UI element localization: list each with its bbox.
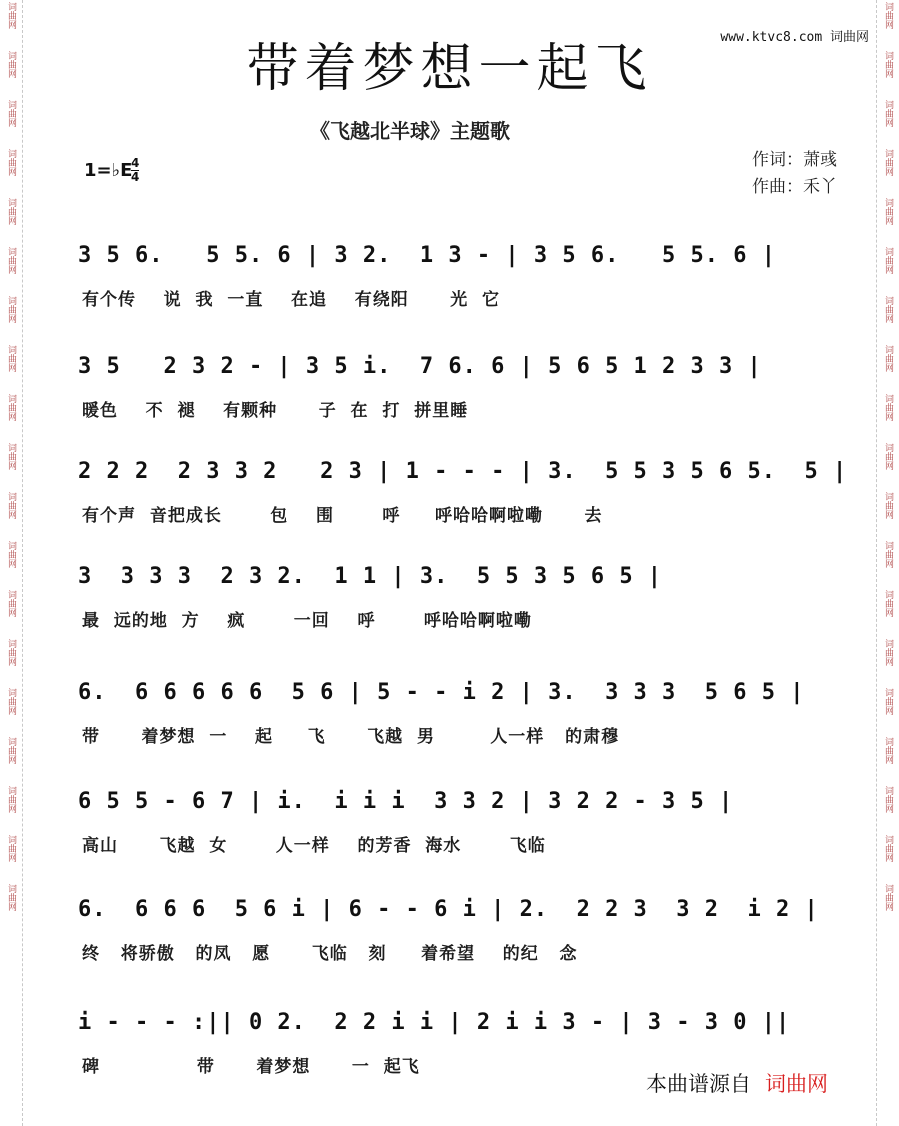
notes-line: 2 2 2 2 3 3 2 2 3 | 1 - - - | 3. 5 5 3 5 6 5. 5 |: [78, 459, 848, 484]
time-signature: [131, 157, 139, 184]
notes-line: 3 3 3 3 2 3 2. 1 1 | 3. 5 5 3 5 6 5 |: [78, 564, 663, 589]
lyrics-line: 带 着梦想 一 起 飞 飞越 男 人一样 的肃穆: [82, 727, 620, 747]
notes-line: 6 5 5 - 6 7 | i. i i i 3 3 2 | 3 2 2 - 3 5 |: [78, 789, 734, 814]
lyrics-line: 高山 飞越 女 人一样 的芳香 海水 飞临: [82, 836, 546, 856]
score-line-3: [0, 459, 899, 539]
notes-line: 3 5 6. 5 5. 6 | 3 2. 1 3 - | 3 5 6. 5 5. 6 |: [78, 243, 777, 268]
notes-line: 3 5 2 3 2 - | 3 5 i. 7 6. 6 | 5 6 5 1 2 3 3 |: [78, 354, 762, 379]
lyrics-line: 有个传 说 我 一直 在追 有绕阳 光 它: [82, 290, 501, 310]
time-signature-bottom: 4: [131, 170, 140, 184]
score-line-5: [0, 680, 899, 760]
key-signature: 1=♭E: [84, 160, 133, 181]
site-url[interactable]: www.ktvc8.com 词曲网: [720, 30, 869, 45]
score-line-7: [0, 897, 899, 977]
score-line-2: [0, 354, 899, 434]
score-line-1: [0, 243, 899, 323]
score-line-4: [0, 564, 899, 644]
song-subtitle: 《飞越北半球》主题歌: [310, 119, 510, 143]
composer-credit: 作曲：禾丫: [752, 177, 837, 197]
notes-line: 6. 6 6 6 6 6 5 6 | 5 - - i 2 | 3. 3 3 3 5 6 5 |: [78, 680, 805, 705]
lyrics-line: 碑 带 着梦想 一 起飞: [82, 1057, 420, 1077]
source-label: 本曲谱源自: [646, 1072, 751, 1096]
lyrics-line: 有个声 音把成长 包 围 呼 呼哈哈啊啦嘞 去: [82, 506, 603, 526]
notes-line: 6. 6 6 6 5 6 i | 6 - - 6 i | 2. 2 2 3 3 2 i 2 |: [78, 897, 819, 922]
lyrics-line: 最 远的地 方 疯 一回 呼 呼哈哈啊啦嘞: [82, 611, 532, 631]
lyrics-line: 暖色 不 褪 有颗种 子 在 打 拼里睡: [82, 401, 469, 421]
time-signature-top: 4: [131, 156, 140, 170]
source-footer: [646, 1068, 828, 1098]
notes-line: i - - - :|| 0 2. 2 2 i i | 2 i i 3 - | 3 - 3 0 ||: [78, 1010, 791, 1035]
left-watermark-strip: 词曲网 词曲网 词曲网 词曲网 词曲网 词曲网 词曲网 词曲网 词曲网 词曲网 词曲网 词曲网 词曲网 词曲网 词曲网 词曲网 词曲网 词曲网 词曲网: [0, 0, 23, 1126]
lyrics-line: 终 将骄傲 的凤 愿 飞临 刻 着希望 的纪 念: [82, 944, 578, 964]
score-line-6: [0, 789, 899, 869]
right-watermark-strip: 词曲网 词曲网 词曲网 词曲网 词曲网 词曲网 词曲网 词曲网 词曲网 词曲网 词曲网 词曲网 词曲网 词曲网 词曲网 词曲网 词曲网 词曲网 词曲网: [876, 0, 899, 1126]
source-brand-link[interactable]: 词曲网: [765, 1072, 828, 1096]
lyricist-credit: 作词：萧彧: [752, 150, 837, 170]
credits: [752, 147, 837, 201]
song-title: 带着梦想一起飞: [246, 39, 653, 99]
